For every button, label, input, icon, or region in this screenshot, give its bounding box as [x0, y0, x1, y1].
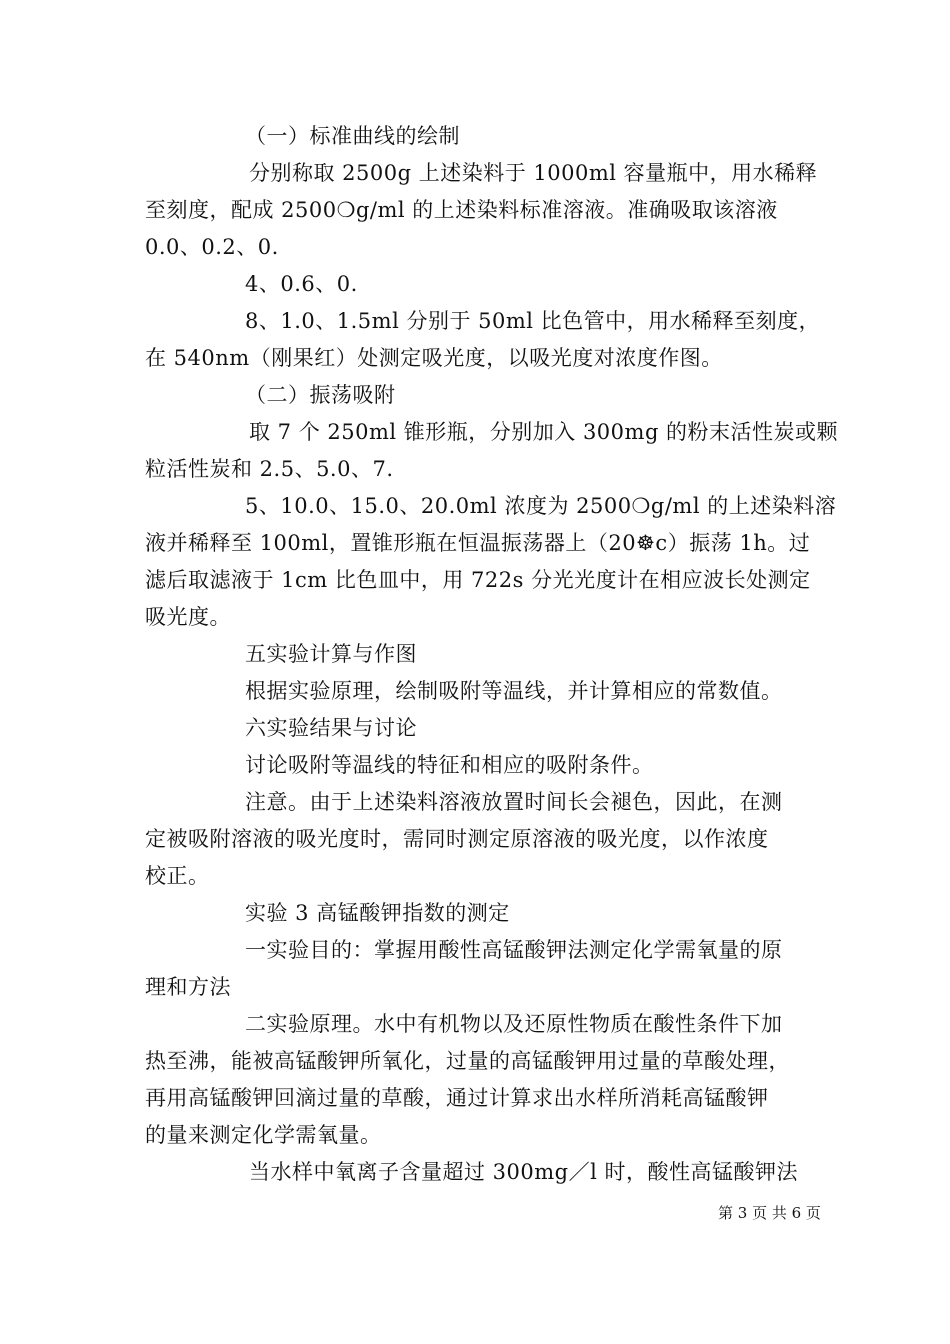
- paragraph-line: 吸光度。: [145, 605, 231, 629]
- paragraph-line: 定被吸附溶液的吸光度时，需同时测定原溶液的吸光度，以作浓度: [145, 827, 769, 851]
- section-heading: （二）振荡吸附: [245, 383, 396, 407]
- paragraph-line: 根据实验原理，绘制吸附等温线，并计算相应的常数值。: [245, 679, 783, 703]
- paragraph-line: 注意。由于上述染料溶液放置时间长会褪色，因此，在测: [245, 790, 783, 814]
- section-heading: 五实验计算与作图: [245, 642, 417, 666]
- paragraph-line: 的量来测定化学需氧量。: [145, 1123, 382, 1147]
- section-heading: 实验 3 高锰酸钾指数的测定: [245, 901, 510, 925]
- paragraph-line: 分别称取 2500g 上述染料于 1000ml 容量瓶中，用水稀释: [249, 161, 818, 185]
- paragraph-line: 再用高锰酸钾回滴过量的草酸，通过计算求出水样所消耗高锰酸钾: [145, 1086, 769, 1110]
- paragraph-line: 一实验目的：掌握用酸性高锰酸钾法测定化学需氧量的原: [245, 938, 783, 962]
- paragraph-line: 0.0、0.2、0.: [145, 235, 279, 259]
- paragraph-line: 粒活性炭和 2.5、5.0、7.: [145, 457, 394, 481]
- paragraph-line: 二实验原理。水中有机物以及还原性物质在酸性条件下加: [245, 1012, 783, 1036]
- page-number-footer: 第 3 页 共 6 页: [718, 1204, 821, 1222]
- paragraph-line: 当水样中氧离子含量超过 300mg／l 时，酸性高锰酸钾法: [249, 1160, 799, 1184]
- paragraph-line: 5、10.0、15.0、20.0ml 浓度为 2500❍g/ml 的上述染料溶: [245, 494, 837, 518]
- paragraph-line: 在 540nm（刚果红）处测定吸光度，以吸光度对浓度作图。: [145, 346, 723, 370]
- paragraph-line: 液并稀释至 100ml，置锥形瓶在恒温振荡器上（20☸c）振荡 1h。过: [145, 531, 811, 555]
- paragraph-line: 讨论吸附等温线的特征和相应的吸附条件。: [245, 753, 654, 777]
- paragraph-line: 热至沸，能被高锰酸钾所氧化，过量的高锰酸钾用过量的草酸处理，: [145, 1049, 790, 1073]
- section-heading: 六实验结果与讨论: [245, 716, 417, 740]
- paragraph-line: 滤后取滤液于 1cm 比色皿中，用 722s 分光光度计在相应波长处测定: [145, 568, 811, 592]
- paragraph-line: 校正。: [145, 864, 210, 888]
- paragraph-line: 4、0.6、0.: [245, 272, 358, 296]
- paragraph-line: 至刻度，配成 2500❍g/ml 的上述染料标准溶液。准确吸取该溶液: [145, 198, 778, 222]
- paragraph-line: 理和方法: [145, 975, 231, 999]
- paragraph-line: 8、1.0、1.5ml 分别于 50ml 比色管中，用水稀释至刻度，: [245, 309, 821, 333]
- paragraph-line: （一）标准曲线的绘制: [245, 124, 460, 148]
- paragraph-line: 取 7 个 250ml 锥形瓶，分别加入 300mg 的粉末活性炭或颗: [249, 420, 839, 444]
